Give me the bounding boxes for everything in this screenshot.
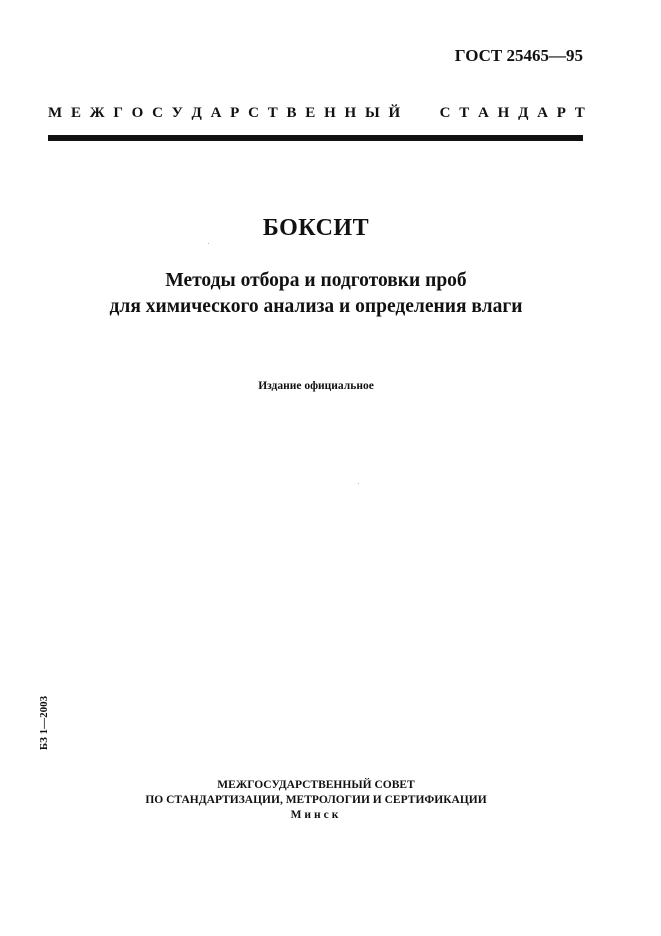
header-letter: А <box>478 105 489 121</box>
header-letter: У <box>171 105 183 121</box>
document-title: БОКСИТ <box>262 215 370 241</box>
header-letter: Г <box>113 105 123 121</box>
header-letter: А <box>537 105 549 121</box>
header-letter: Ы <box>364 105 380 121</box>
header-letter: С <box>248 105 259 121</box>
edition-note: Издание официальное <box>258 380 374 392</box>
publisher-block <box>0 778 632 823</box>
header-letter: Е <box>70 105 81 121</box>
header-letter: М <box>48 105 63 121</box>
header-letter: В <box>286 105 297 121</box>
header-letter: Т <box>574 105 585 121</box>
header-letter: Е <box>305 105 316 121</box>
subtitle-line-1: Методы отбора и подготовки проб <box>165 270 467 291</box>
header-letter: Й <box>388 105 401 121</box>
publisher-city: Минск <box>290 809 342 821</box>
header-letter: Н <box>344 105 357 121</box>
header-letter: Т <box>267 105 278 121</box>
gost-number: ГОСТ 25465—95 <box>454 46 583 65</box>
subtitle-line-2: для химического анализа и определения влаги <box>109 296 523 317</box>
header-letter: Д <box>191 105 202 121</box>
side-code <box>34 693 54 753</box>
header-letter: Р <box>230 105 240 121</box>
side-code-text: БЗ 1—2003 <box>38 695 50 751</box>
document-subtitle <box>0 268 632 320</box>
header-letter: С <box>439 105 451 121</box>
header-letter: А <box>210 105 222 121</box>
header-letter: Н <box>324 105 336 121</box>
header-letter: Н <box>497 105 510 121</box>
header-rule <box>48 135 583 141</box>
header-letter: Р <box>556 105 566 121</box>
scan-speck <box>358 483 359 484</box>
header-letter: О <box>131 105 144 121</box>
header-word-gap <box>409 105 431 122</box>
header-letter: Д <box>518 105 529 121</box>
publisher-line-2: ПО СТАНДАРТИЗАЦИИ, МЕТРОЛОГИИ И СЕРТИФИКАЦИИ <box>145 794 487 806</box>
header-letter: Т <box>459 105 470 121</box>
standard-type-header <box>48 105 585 122</box>
scan-speck <box>208 243 209 244</box>
header-letter: С <box>152 105 163 121</box>
publisher-line-1: МЕЖГОСУДАРСТВЕННЫЙ СОВЕТ <box>217 779 415 791</box>
header-letter: Ж <box>89 105 105 121</box>
